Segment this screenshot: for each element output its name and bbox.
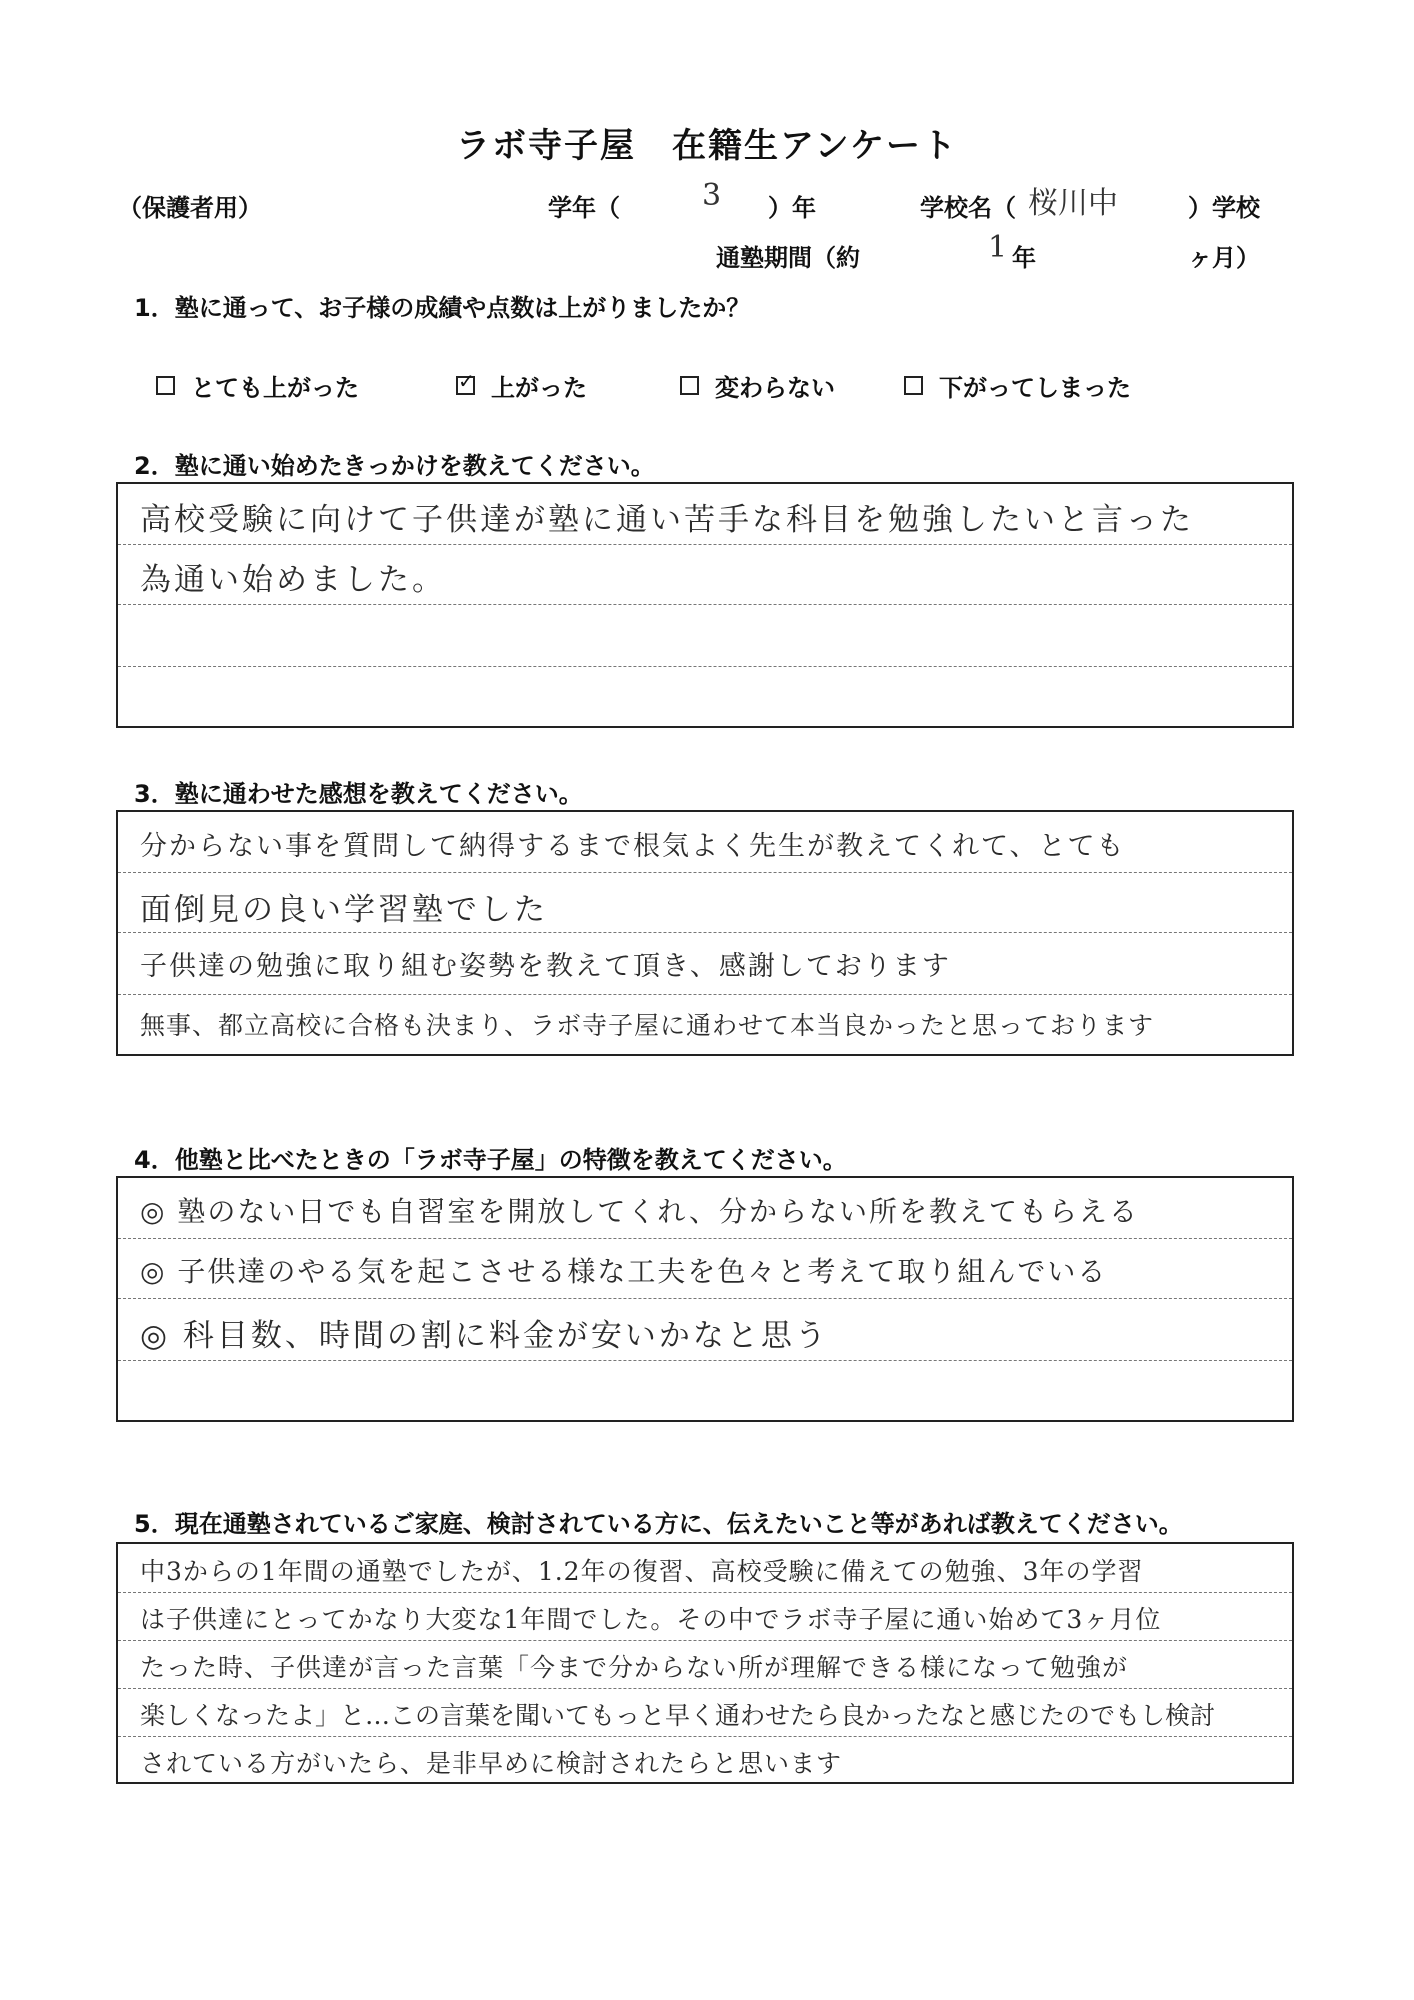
ruled-line [118, 666, 1292, 667]
ruled-line [118, 604, 1292, 605]
answer-line: 楽しくなったよ」と…この言葉を聞いてもっと早く通わせたら良かったなと感じたのでもし検討 [140, 1701, 1216, 1730]
checked-checkbox-icon[interactable] [456, 376, 475, 395]
school-label: 学校名（ [920, 194, 1016, 222]
question-3: 3．塾に通わせた感想を教えてください。 [134, 780, 583, 808]
answer-line: 高校受験に向けて子供達が塾に通い苦手な科目を勉強したいと言った [140, 502, 1194, 538]
grade-field[interactable]: 3 [702, 178, 722, 213]
option-label: 変わらない [715, 374, 835, 402]
answer-line: ◎ 塾のない日でも自習室を開放してくれ、分からない所を教えてもらえる [140, 1195, 1140, 1228]
period-year-unit: 年 [1012, 244, 1036, 272]
option-label: とても上がった [191, 374, 359, 402]
ruled-line [118, 1640, 1292, 1641]
page-title: ラボ寺子屋 在籍生アンケート [456, 126, 958, 166]
period-label: 通塾期間（約 [716, 244, 860, 272]
question-2: 2．塾に通い始めたきっかけを教えてください。 [134, 452, 655, 480]
answer-box-q2[interactable] [116, 482, 1294, 728]
ruled-line [118, 1736, 1292, 1737]
question-4: 4．他塾と比べたときの「ラボ寺子屋」の特徴を教えてください。 [134, 1146, 847, 1174]
grade-suffix: ）年 [768, 194, 816, 222]
answer-box-q3[interactable] [116, 810, 1294, 1056]
school-suffix: ）学校 [1188, 194, 1260, 222]
checkbox-icon[interactable] [680, 376, 699, 395]
option-unchanged[interactable] [680, 368, 835, 403]
option-worsened[interactable] [904, 368, 1131, 403]
question-5: 5．現在通塾されているご家庭、検討されている方に、伝えたいこと等があれば教えてください。 [134, 1510, 1183, 1538]
ruled-line [118, 1688, 1292, 1689]
ruled-line [118, 872, 1292, 873]
checkbox-icon[interactable] [904, 376, 923, 395]
answer-line: たった時、子供達が言った言葉「今まで分からない所が理解できる様になって勉強が [140, 1653, 1129, 1682]
period-years-field[interactable]: 1 [988, 230, 1008, 265]
answer-line: 子供達の勉強に取り組む姿勢を教えて頂き、感謝しております [140, 951, 951, 982]
answer-box-q5[interactable] [116, 1542, 1294, 1784]
option-improved[interactable] [456, 368, 587, 403]
ruled-line [118, 932, 1292, 933]
option-label: 上がった [491, 374, 587, 402]
ruled-line [118, 1592, 1292, 1593]
question-1: 1．塾に通って、お子様の成績や点数は上がりましたか？ [134, 294, 751, 322]
answer-line: 中3からの1年間の通塾でしたが、1.2年の復習、高校受験に備えての勉強、3年の学習 [140, 1557, 1144, 1586]
grade-label: 学年（ [548, 194, 620, 222]
answer-line: ◎ 子供達のやる気を起こさせる様な工夫を色々と考えて取り組んでいる [140, 1255, 1108, 1288]
period-month-unit: ヶ月） [1188, 244, 1260, 272]
ruled-line [118, 544, 1292, 545]
answer-line: 分からない事を質問して納得するまで根気よく先生が教えてくれて、とても [140, 831, 1126, 862]
answer-line: は子供達にとってかなり大変な1年間でした。その中でラボ寺子屋に通い始めて3ヶ月位 [140, 1605, 1162, 1634]
answer-line: 無事、都立高校に合格も決まり、ラボ寺子屋に通わせて本当良かったと思っております [140, 1011, 1155, 1040]
option-label: 下がってしまった [939, 374, 1131, 402]
ruled-line [118, 1238, 1292, 1239]
respondent-label: （保護者用） [118, 194, 262, 222]
school-field[interactable]: 桜川中 [1028, 186, 1118, 221]
ruled-line [118, 994, 1292, 995]
answer-line: 為通い始めました。 [140, 562, 446, 598]
answer-line: されている方がいたら、是非早めに検討されたらと思います [140, 1749, 843, 1778]
option-greatly-improved[interactable] [156, 368, 359, 403]
ruled-line [118, 1298, 1292, 1299]
ruled-line [118, 1360, 1292, 1361]
answer-line: ◎ 科目数、時間の割に料金が安いかなと思う [140, 1318, 829, 1354]
checkbox-icon[interactable] [156, 376, 175, 395]
answer-box-q4[interactable] [116, 1176, 1294, 1422]
answer-line: 面倒見の良い学習塾でした [140, 892, 548, 928]
